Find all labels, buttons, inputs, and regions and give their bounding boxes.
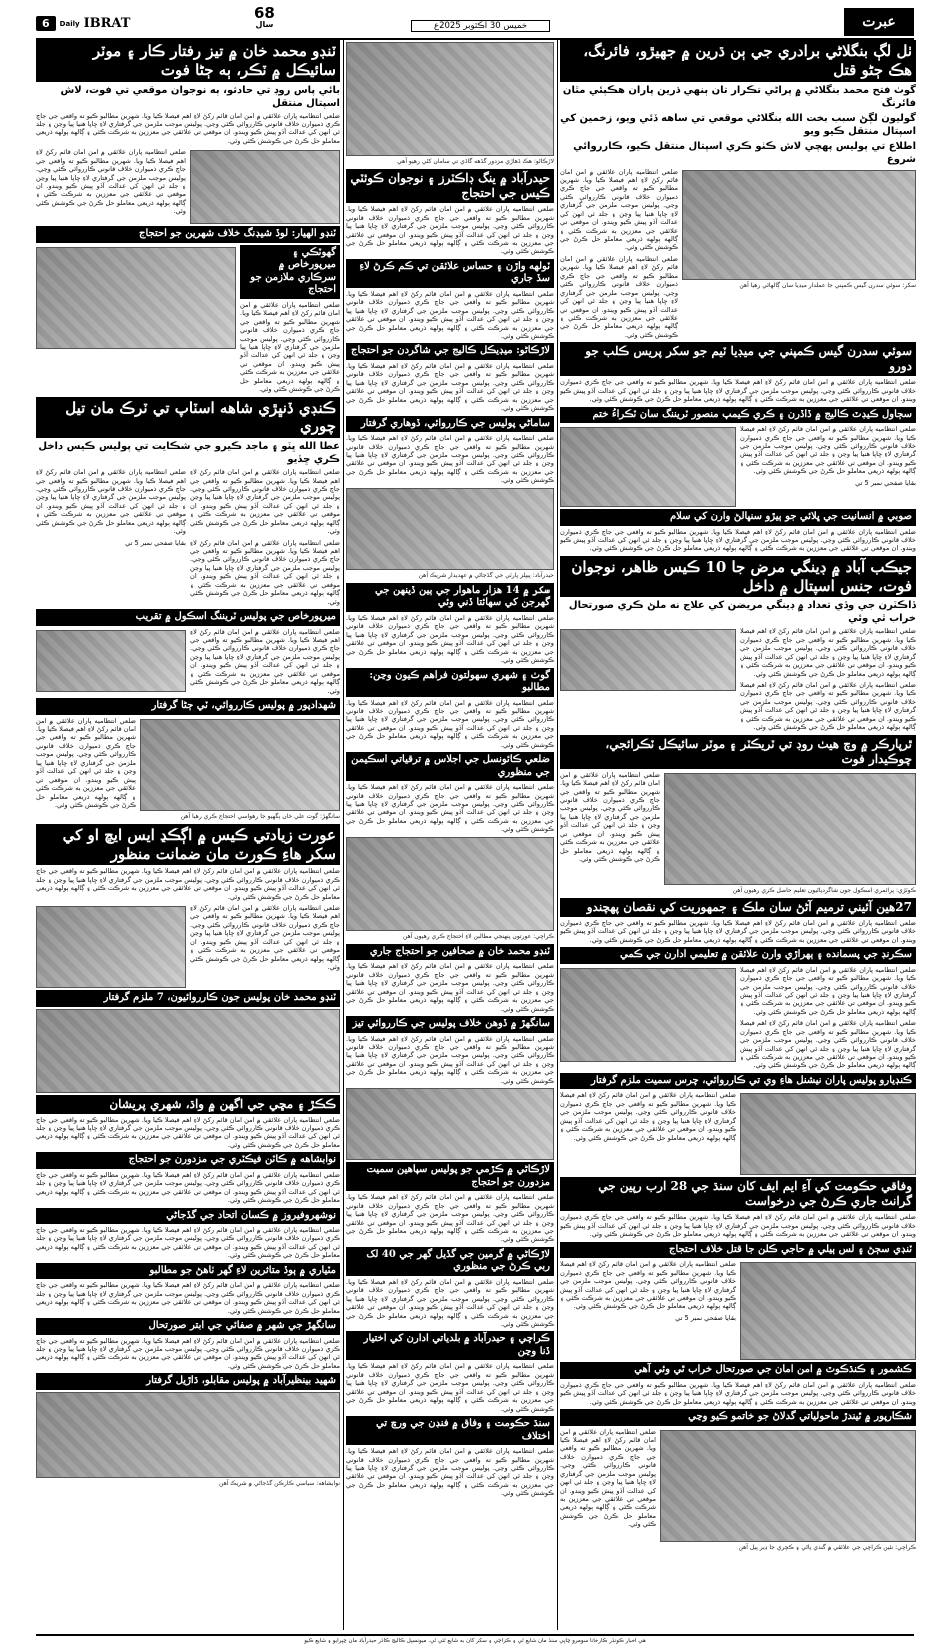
masthead-name: IBRAT: [83, 16, 131, 31]
headline: سڄاول ڪيڊٽ ڪاليج ۾ ڏاڏرن ۽ ڪري ڪيمپ منصور ٽريننگ سان ٽڪراءُ ختم: [560, 407, 916, 424]
article-text: ضلعي انتظاميه پاران علائقي ۾ امن امان قائم رکڻ لاءِ اهم فيصلا ڪيا ويا. شهرين مطالبو ڪيو ته واقعي جي جاچ ڪري ذميوارن خلاف قانوني ڪارروائي ڪئي وڃي. پوليس موجب ملزمن جي گرفتاري لاءِ ڇاپا هنيا پيا وڃن ۽ جلد ئي انهن کي عدالت آڏو پيش ڪيو ويندو. ان موقعي تي علائقي جي معززين به شرڪت ڪئي ۽ ڳالهه ٻولهه ذريعي معاملو حل ڪرڻ جي ڪوشش ڪئي وئي.: [560, 1380, 916, 1406]
article-text: ضلعي انتظاميه پاران علائقي ۾ امن امان قائم رکڻ لاءِ اهم فيصلا ڪيا ويا. شهرين مطالبو ڪيو ته واقعي جي جاچ ڪري ذميوارن خلاف قانوني ڪارروائي ڪئي وڃي. پوليس موجب ملزمن جي گرفتاري لاءِ ڇاپا هنيا پيا وڃن ۽ جلد ئي انهن کي عدالت آڏو پيش ڪيو ويندو. ان موقعي تي علائقي جي معززين به شرڪت ڪئي ۽ ڳالهه ٻولهه ذريعي معاملو حل ڪرڻ جي ڪوشش ڪئي وئي.: [560, 770, 660, 863]
photo-caption: لاڙڪاڻو: هڪ ڏهاڙي مزدور گڏهه گاڏي تي سامان کڻي رهيو آهي: [397, 158, 554, 165]
article-row: [36, 717, 340, 824]
article-row: [36, 245, 340, 397]
news-photo: [36, 247, 236, 349]
article-text: ضلعي انتظاميه پاران علائقي ۾ امن امان قائم رکڻ لاءِ اهم فيصلا ڪيا ويا. شهرين مطالبو ڪيو ته واقعي جي جاچ ڪري ذميوارن خلاف قانوني ڪارروائي ڪئي وڃي. پوليس موجب ملزمن جي گرفتاري لاءِ ڇاپا هنيا پيا وڃن ۽ جلد ئي انهن کي عدالت آڏو پيش ڪيو ويندو. ان موقعي تي علائقي جي معززين به شرڪت ڪئي ۽ ڳالهه ٻولهه ذريعي معاملو حل ڪرڻ جي ڪوشش ڪئي وئي.: [36, 867, 340, 901]
article-text: ضلعي انتظاميه پاران علائقي ۾ امن امان قائم رکڻ لاءِ اهم فيصلا ڪيا ويا. شهرين مطالبو ڪيو ته واقعي جي جاچ ڪري ذميوارن خلاف قانوني ڪارروائي ڪئي وڃي. پوليس موجب ملزمن جي گرفتاري لاءِ ڇاپا هنيا پيا وڃن ۽ جلد ئي انهن کي عدالت آڏو پيش ڪيو ويندو. ان موقعي تي علائقي جي معززين به شرڪت ڪئي ۽ ڳالهه ٻولهه ذريعي معاملو حل ڪرڻ جي ڪوشش ڪئي وئي.: [346, 1034, 554, 1085]
headline: لاڙڪاڻي ۾ ڪڙمي جو پوليس سپاهين سميت مزدورن جو احتجاج: [346, 1162, 554, 1191]
article-text: ضلعي انتظاميه پاران علائقي ۾ امن امان قائم رکڻ لاءِ اهم فيصلا ڪيا ويا. شهرين مطالبو ڪيو ته واقعي جي جاچ ڪري ذميوارن خلاف قانوني ڪارروائي ڪئي وڃي. پوليس موجب ملزمن جي گرفتاري لاءِ ڇاپا هنيا پيا وڃن ۽ جلد ئي انهن کي عدالت آڏو پيش ڪيو ويندو. ان موقعي تي علائقي جي معززين به شرڪت ڪئي ۽ ڳالهه ٻولهه ذريعي معاملو حل ڪرڻ جي ڪوشش ڪئي وئي.: [346, 1193, 554, 1244]
article-row: [560, 771, 916, 898]
article-row: [560, 627, 916, 734]
article-text: ضلعي انتظاميه پاران علائقي ۾ امن امان قائم رکڻ لاءِ اهم فيصلا ڪيا ويا. شهرين مطالبو ڪيو ته واقعي جي جاچ ڪري ذميوارن خلاف قانوني ڪارروائي ڪئي وڃي. پوليس موجب ملزمن جي گرفتاري لاءِ ڇاپا هنيا پيا وڃن ۽ جلد ئي انهن کي عدالت آڏو پيش ڪيو ويندو. ان موقعي تي علائقي جي معززين به شرڪت ڪئي ۽ ڳالهه ٻولهه ذريعي معاملو حل ڪرڻ جي ڪوشش ڪئي وئي.: [36, 1115, 340, 1149]
headline: شڪارپور ۾ ٿيندڙ ماحولياتي گدلاڻ جو خاتمو ڪيو وڃي: [560, 1409, 916, 1426]
article-text: ضلعي انتظاميه پاران علائقي ۾ امن امان قائم رکڻ لاءِ اهم فيصلا ڪيا ويا. شهرين مطالبو ڪيو ته واقعي جي جاچ ڪري ذميوارن خلاف قانوني ڪارروائي ڪئي وڃي. پوليس موجب ملزمن جي گرفتاري لاءِ ڇاپا هنيا پيا وڃن ۽ جلد ئي انهن کي عدالت آڏو پيش ڪيو ويندو. ان موقعي تي علائقي جي معززين به شرڪت ڪئي ۽ ڳالهه ٻولهه ذريعي معاملو حل ڪرڻ جي ڪوشش ڪئي وئي.: [560, 527, 916, 553]
article-text: ضلعي انتظاميه پاران علائقي ۾ امن امان قائم رکڻ لاءِ اهم فيصلا ڪيا ويا. شهرين مطالبو ڪيو ته واقعي جي جاچ ڪري ذميوارن خلاف قانوني ڪارروائي ڪئي وڃي. پوليس موجب ملزمن جي گرفتاري لاءِ ڇاپا هنيا پيا وڃن ۽ جلد ئي انهن کي عدالت آڏو پيش ڪيو ويندو. ان موقعي تي علائقي جي معززين به شرڪت ڪئي ۽ ڳالهه ٻولهه ذريعي معاملو حل ڪرڻ جي ڪوشش ڪئي وئي.: [240, 300, 340, 394]
article-text: ضلعي انتظاميه پاران علائقي ۾ امن امان قائم رکڻ لاءِ اهم فيصلا ڪيا ويا. شهرين مطالبو ڪيو ته واقعي جي جاچ ڪري ذميوارن خلاف قانوني ڪارروائي ڪئي وڃي. پوليس موجب ملزمن جي گرفتاري لاءِ ڇاپا هنيا پيا وڃن ۽ جلد ئي انهن کي عدالت آڏو پيش ڪيو ويندو. ان موقعي تي علائقي جي معززين به شرڪت ڪئي ۽ ڳالهه ٻولهه ذريعي معاملو حل ڪرڻ جي ڪوشش ڪئي وئي.: [346, 434, 554, 485]
article-text: ضلعي انتظاميه پاران علائقي ۾ امن امان قائم رکڻ لاءِ اهم فيصلا ڪيا ويا. شهرين مطالبو ڪيو ته واقعي جي جاچ ڪري ذميوارن خلاف قانوني ڪارروائي ڪئي وڃي. پوليس موجب ملزمن جي گرفتاري لاءِ ڇاپا هنيا پيا وڃن ۽ جلد ئي انهن کي عدالت آڏو پيش ڪيو ويندو. ان موقعي تي علائقي جي معززين به شرڪت ڪئي ۽ ڳالهه ٻولهه ذريعي معاملو حل ڪرڻ جي ڪوشش ڪئي وئي.: [560, 1260, 736, 1311]
headline: ڪراچي ۽ حيدرآباد ۾ بلدياتي ادارن کي اختيار ڏنا وڃن: [346, 1331, 554, 1360]
article-row: [560, 1260, 916, 1362]
subheadline: ڏاڪٽرن جي وڏي تعداد ۾ ڊينگي مريضن کي علاج نه ملڻ ڪري صورتحال خراب ٿي وئي: [568, 600, 916, 625]
news-photo: [664, 773, 916, 885]
subheadline: عطا الله ڀٽو ۽ ماجد ڪيرو جي شڪايت تي پوليس ڪيس داخل ڪري ڇڏيو: [38, 441, 340, 466]
article-text: ضلعي انتظاميه پاران علائقي ۾ امن امان قائم رکڻ لاءِ اهم فيصلا ڪيا ويا. شهرين مطالبو ڪيو ته واقعي جي جاچ ڪري ذميوارن خلاف قانوني ڪارروائي ڪئي وڃي. پوليس موجب ملزمن جي گرفتاري لاءِ ڇاپا هنيا پيا وڃن ۽ جلد ئي انهن کي عدالت آڏو پيش ڪيو ويندو. ان موقعي تي علائقي جي معززين به شرڪت ڪئي ۽ ڳالهه ٻولهه ذريعي معاملو حل ڪرڻ جي ڪوشش ڪئي وئي.: [346, 1447, 554, 1498]
article-text: ضلعي انتظاميه پاران علائقي ۾ امن امان قائم رکڻ لاءِ اهم فيصلا ڪيا ويا. شهرين مطالبو ڪيو ته واقعي جي جاچ ڪري ذميوارن خلاف قانوني ڪارروائي ڪئي وڃي. پوليس موجب ملزمن جي گرفتاري لاءِ ڇاپا هنيا پيا وڃن ۽ جلد ئي انهن کي عدالت آڏو پيش ڪيو ويندو. ان موقعي تي علائقي جي معززين به شرڪت ڪئي ۽ ڳالهه ٻولهه ذريعي معاملو حل ڪرڻ جي ڪوشش ڪئي وئي.: [740, 965, 916, 1016]
article-text: ضلعي انتظاميه پاران علائقي ۾ امن امان قائم رکڻ لاءِ اهم فيصلا ڪيا ويا. شهرين مطالبو ڪيو ته واقعي جي جاچ ڪري ذميوارن خلاف قانوني ڪارروائي ڪئي وڃي. پوليس موجب ملزمن جي گرفتاري لاءِ ڇاپا هنيا پيا وڃن ۽ جلد ئي انهن کي عدالت آڏو پيش ڪيو ويندو. ان موقعي تي علائقي جي معززين به شرڪت ڪئي ۽ ڳالهه ٻولهه ذريعي معاملو حل ڪرڻ جي ڪوشش ڪئي وئي.: [36, 1226, 340, 1260]
article-text: ضلعي انتظاميه پاران علائقي ۾ امن امان قائم رکڻ لاءِ اهم فيصلا ڪيا ويا. شهرين مطالبو ڪيو ته واقعي جي جاچ ڪري ذميوارن خلاف قانوني ڪارروائي ڪئي وڃي. پوليس موجب ملزمن جي گرفتاري لاءِ ڇاپا هنيا پيا وڃن ۽ جلد ئي انهن کي عدالت آڏو پيش ڪيو ويندو. ان موقعي تي علائقي جي معززين به شرڪت ڪئي ۽ ڳالهه ٻولهه ذريعي معاملو حل ڪرڻ جي ڪوشش ڪئي وئي.: [36, 716, 136, 809]
middle-column: [346, 40, 554, 1630]
article-text: ضلعي انتظاميه پاران علائقي ۾ امن امان قائم رکڻ لاءِ اهم فيصلا ڪيا ويا. شهرين مطالبو ڪيو ته واقعي جي جاچ ڪري ذميوارن خلاف قانوني ڪارروائي ڪئي وڃي. پوليس موجب ملزمن جي گرفتاري لاءِ ڇاپا هنيا پيا وڃن ۽ جلد ئي انهن کي عدالت آڏو پيش ڪيو ويندو. ان موقعي تي علائقي جي معززين به شرڪت ڪئي ۽ ڳالهه ٻولهه ذريعي معاملو حل ڪرڻ جي ڪوشش ڪئي وئي.: [346, 698, 554, 749]
article-text: ضلعي انتظاميه پاران علائقي ۾ امن امان قائم رکڻ لاءِ اهم فيصلا ڪيا ويا. شهرين مطالبو ڪيو ته واقعي جي جاچ ڪري ذميوارن خلاف قانوني ڪارروائي ڪئي وڃي. پوليس موجب ملزمن جي گرفتاري لاءِ ڇاپا هنيا پيا وڃن ۽ جلد ئي انهن کي عدالت آڏو پيش ڪيو ويندو. ان موقعي تي علائقي جي معززين به شرڪت ڪئي ۽ ڳالهه ٻولهه ذريعي معاملو حل ڪرڻ جي ڪوشش ڪئي وئي.: [560, 167, 678, 252]
portrait-photo: [560, 968, 736, 1062]
column-divider: [557, 40, 558, 1630]
headline: ميرپورخاص جي پوليس ٽريننگ اسڪول ۾ تقريب: [36, 609, 340, 626]
news-photo: [660, 1430, 916, 1542]
article-text: ضلعي انتظاميه پاران علائقي ۾ امن امان قائم رکڻ لاءِ اهم فيصلا ڪيا ويا. شهرين مطالبو ڪيو ته واقعي جي جاچ ڪري ذميوارن خلاف قانوني ڪارروائي ڪئي وڃي. پوليس موجب ملزمن جي گرفتاري لاءِ ڇاپا هنيا پيا وڃن ۽ جلد ئي انهن کي عدالت آڏو پيش ڪيو ويندو. ان موقعي تي علائقي جي معززين به شرڪت ڪئي ۽ ڳالهه ٻولهه ذريعي معاملو حل ڪرڻ جي ڪوشش ڪئي وئي.: [36, 1281, 340, 1315]
news-photo: [682, 170, 916, 280]
article-text: ضلعي انتظاميه پاران علائقي ۾ امن امان قائم رکڻ لاءِ اهم فيصلا ڪيا ويا. شهرين مطالبو ڪيو ته واقعي جي جاچ ڪري ذميوارن خلاف قانوني ڪارروائي ڪئي وڃي. پوليس موجب ملزمن جي گرفتاري لاءِ ڇاپا هنيا پيا وڃن ۽ جلد ئي انهن کي عدالت آڏو پيش ڪيو ويندو. ان موقعي تي علائقي جي معززين به شرڪت ڪئي ۽ ڳالهه ٻولهه ذريعي معاملو حل ڪرڻ جي ڪوشش ڪئي وئي.: [560, 1091, 736, 1142]
news-photo: [36, 1392, 340, 1478]
subheadline: بائي پاس روڊ تي حادثو، ٻه نوجوان موقعي تي فوت، لاش اسپتال منتقل: [60, 84, 340, 109]
continued-note: بقايا صفحي نمبر 5 تي: [125, 538, 186, 547]
right-column: [560, 40, 916, 1630]
article-text: ضلعي انتظاميه پاران علائقي ۾ امن امان قائم رکڻ لاءِ اهم فيصلا ڪيا ويا. شهرين مطالبو ڪيو ته واقعي جي جاچ ڪري ذميوارن خلاف قانوني ڪارروائي ڪئي وڃي. پوليس موجب ملزمن جي گرفتاري لاءِ ڇاپا هنيا پيا وڃن ۽ جلد ئي انهن کي عدالت آڏو پيش ڪيو ويندو. ان موقعي تي علائقي جي معززين به شرڪت ڪئي ۽ ڳالهه ٻولهه ذريعي معاملو حل ڪرڻ جي ڪوشش ڪئي وئي.: [560, 1213, 916, 1239]
news-photo: [140, 719, 340, 811]
photo-caption: سانگهڙ: گوٺ علي خان ٻگهيو جا رهواسي احتجاج ڪري رهيا آهن: [180, 812, 340, 820]
headline: ٽولهه واڙن ۽ حساس علائقن تي ڪم ڪرڻ لاءِ سڏ جاري: [346, 259, 554, 288]
headline: حيدرآباد ۾ ينگ ڊاڪٽرز ۽ نوجوان ڪوئٽي ڪيس جي احتجاج: [346, 169, 554, 203]
headline: ساماڻي پوليس جي ڪارروائي، ڏوهاري گرفتار: [346, 416, 554, 433]
article-text: ضلعي انتظاميه پاران علائقي ۾ امن امان قائم رکڻ لاءِ اهم فيصلا ڪيا ويا. شهرين مطالبو ڪيو ته واقعي جي جاچ ڪري ذميوارن خلاف قانوني ڪارروائي ڪئي وڃي. پوليس موجب ملزمن جي گرفتاري لاءِ ڇاپا هنيا پيا وڃن ۽ جلد ئي انهن کي عدالت آڏو پيش ڪيو ويندو. ان موقعي تي علائقي جي معززين به شرڪت ڪئي ۽ ڳالهه ٻولهه ذريعي معاملو حل ڪرڻ جي ڪوشش ڪئي وئي.: [560, 378, 916, 404]
headline: شهدادپور ۾ پوليس ڪارروائي، ٽي ڄڻا گرفتار: [36, 698, 340, 715]
headline: ٽنڊو محمد خان ۾ صحافين جو احتجاج جاري: [346, 944, 554, 961]
masthead-left: [36, 16, 130, 31]
article-text: ضلعي انتظاميه پاران علائقي ۾ امن امان قائم رکڻ لاءِ اهم فيصلا ڪيا ويا. شهرين مطالبو ڪيو ته واقعي جي جاچ ڪري ذميوارن خلاف قانوني ڪارروائي ڪئي وڃي. پوليس موجب ملزمن جي گرفتاري لاءِ ڇاپا هنيا پيا وڃن ۽ جلد ئي انهن کي عدالت آڏو پيش ڪيو ويندو. ان موقعي تي علائقي جي معززين به شرڪت ڪئي ۽ ڳالهه ٻولهه ذريعي معاملو حل ڪرڻ جي ڪوشش ڪئي وئي.: [346, 1277, 554, 1328]
headline: سوئي سدرن گيس ڪمپني جي ميڊيا ٽيم جو سکر پريس ڪلب جو دورو: [560, 342, 916, 376]
portrait-photo: [36, 906, 186, 988]
headline: سکر ۾ 14 هزار ماهوار جي ٻين ڏينهن جي گهرجن کي سهائتا ڏني وئي: [346, 583, 554, 612]
photo-caption: سکر: سوئي سدرن گيس ڪمپني جا عملدار ميڊيا سان ڳالهائي رهيا آهن: [739, 281, 916, 289]
article-text: ضلعي انتظاميه پاران علائقي ۾ امن امان قائم رکڻ لاءِ اهم فيصلا ڪيا ويا. شهرين مطالبو ڪيو ته واقعي جي جاچ ڪري ذميوارن خلاف قانوني ڪارروائي ڪئي وڃي. پوليس موجب ملزمن جي گرفتاري لاءِ ڇاپا هنيا پيا وڃن ۽ جلد ئي انهن کي عدالت آڏو پيش ڪيو ويندو. ان موقعي تي علائقي جي معززين به شرڪت ڪئي ۽ ڳالهه ٻولهه ذريعي معاملو حل ڪرڻ جي ڪوشش ڪئي وئي.: [36, 468, 186, 536]
article-text: ضلعي انتظاميه پاران علائقي ۾ امن امان قائم رکڻ لاءِ اهم فيصلا ڪيا ويا. شهرين مطالبو ڪيو ته واقعي جي جاچ ڪري ذميوارن خلاف قانوني ڪارروائي ڪئي وڃي. پوليس موجب ملزمن جي گرفتاري لاءِ ڇاپا هنيا پيا وڃن ۽ جلد ئي انهن کي عدالت آڏو پيش ڪيو ويندو. ان موقعي تي علائقي جي معززين به شرڪت ڪئي ۽ ڳالهه ٻولهه ذريعي معاملو حل ڪرڻ جي ڪوشش ڪئي وئي.: [346, 783, 554, 834]
continued-note: بقايا صفحي نمبر 5 تي: [675, 1313, 736, 1322]
article-text: ضلعي انتظاميه پاران علائقي ۾ امن امان قائم رکڻ لاءِ اهم فيصلا ڪيا ويا. شهرين مطالبو ڪيو ته واقعي جي جاچ ڪري ذميوارن خلاف قانوني ڪارروائي ڪئي وڃي. پوليس موجب ملزمن جي گرفتاري لاءِ ڇاپا هنيا پيا وڃن ۽ جلد ئي انهن کي عدالت آڏو پيش ڪيو ويندو. ان موقعي تي علائقي جي معززين به شرڪت ڪئي ۽ ڳالهه ٻولهه ذريعي معاملو حل ڪرڻ جي ڪوشش ڪئي وئي.: [346, 613, 554, 665]
photo-caption: حيدرآباد: پيپلز پارٽي جي گڏجاڻي ۾ عهديدار شريڪ آهن: [418, 571, 554, 579]
headline: سڪرنڊ جي پسمانده ۽ ٻهراڙي وارن علائقن ۾ تعليمي ادارن جي ڪمي: [560, 947, 916, 964]
headline: ٽنڊي سڄڻ ۽ لس ٻيلي ۾ حاجي ڪلن جا قتل خلاف احتجاج: [560, 1242, 916, 1259]
photo-caption: ڪوٽڙي: پرائمري اسڪول جون شاگردياڻيون تعليم حاصل ڪري رهيون آهن: [732, 886, 916, 894]
article-text: ضلعي انتظاميه پاران علائقي ۾ امن امان قائم رکڻ لاءِ اهم فيصلا ڪيا ويا. شهرين مطالبو ڪيو ته واقعي جي جاچ ڪري ذميوارن خلاف قانوني ڪارروائي ڪئي وڃي. پوليس موجب ملزمن جي گرفتاري لاءِ ڇاپا هنيا پيا وڃن ۽ جلد ئي انهن کي عدالت آڏو پيش ڪيو ويندو. ان موقعي تي علائقي جي معززين به شرڪت ڪئي ۽ ڳالهه ٻولهه ذريعي معاملو حل ڪرڻ جي ڪوشش ڪئي وئي.: [346, 361, 554, 413]
headline: ڪنڊيارو پوليس پاران نيشنل هاءِ وي تي ڪارروائي، چرس سميت ملزم گرفتار: [560, 1073, 916, 1090]
article-row: [560, 425, 916, 509]
headline: مٽياري ۾ ٻوڏ متاثرين لاءِ گهر ٺاهڻ جو مطالبو: [36, 1263, 340, 1280]
headline: ٽنڊو محمد خان ۾ تيز رفتار ڪار ۽ موٽر سائيڪل ۾ ٽڪر، ٻه ڄڻا فوت: [36, 40, 340, 82]
headline: ٽنڊو محمد خان پوليس جون ڪارروائيون، 7 ملزم گرفتار: [36, 990, 340, 1007]
article-row: [36, 904, 340, 990]
article-text: ضلعي انتظاميه پاران علائقي ۾ امن امان قائم رکڻ لاءِ اهم فيصلا ڪيا ويا. شهرين مطالبو ڪيو ته واقعي جي جاچ ڪري ذميوارن خلاف قانوني ڪارروائي ڪئي وڃي. پوليس موجب ملزمن جي گرفتاري لاءِ ڇاپا هنيا پيا وڃن ۽ جلد ئي انهن کي عدالت آڏو پيش ڪيو ويندو. ان موقعي تي علائقي جي معززين به شرڪت ڪئي ۽ ڳالهه ٻولهه ذريعي معاملو حل ڪرڻ جي ڪوشش ڪئي وئي.: [190, 627, 340, 695]
article-row: [560, 966, 916, 1073]
article-text: ضلعي انتظاميه پاران علائقي ۾ امن امان قائم رکڻ لاءِ اهم فيصلا ڪيا ويا. شهرين مطالبو ڪيو ته واقعي جي جاچ ڪري ذميوارن خلاف قانوني ڪارروائي ڪئي وڃي. پوليس موجب ملزمن جي گرفتاري لاءِ ڇاپا هنيا پيا وڃن ۽ جلد ئي انهن کي عدالت آڏو پيش ڪيو ويندو. ان موقعي تي علائقي جي معززين به شرڪت ڪئي ۽ ڳالهه ٻولهه ذريعي معاملو حل ڪرڻ جي ڪوشش ڪئي وئي.: [560, 918, 916, 944]
headline: وفاقي حڪومت کي آءِ ايم ايف کان سنڌ جي 28 ارب رپين جي گرانٽ جاري ڪرڻ جي درخواست: [560, 1177, 916, 1211]
article-text: ضلعي انتظاميه پاران علائقي ۾ امن امان قائم رکڻ لاءِ اهم فيصلا ڪيا ويا. شهرين مطالبو ڪيو ته واقعي جي جاچ ڪري ذميوارن خلاف قانوني ڪارروائي ڪئي وڃي. پوليس موجب ملزمن جي گرفتاري لاءِ ڇاپا هنيا پيا وڃن ۽ جلد ئي انهن کي عدالت آڏو پيش ڪيو ويندو. ان موقعي تي علائقي جي معززين به شرڪت ڪئي ۽ ڳالهه ٻولهه ذريعي معاملو حل ڪرڻ جي ڪوشش ڪئي وئي.: [740, 425, 916, 476]
subheadline: گوليون لڳڻ سبب بخت الله بنگلاڻي موقعي تي ساهه ڏئي ويو، زخمين کي اسپتال منتقل ڪيو ويو: [560, 112, 916, 137]
headline: سنڌ حڪومت ۽ وفاق ۾ فنڊن جي ورڇ تي اختلاف: [346, 1416, 554, 1445]
article-row: [36, 628, 340, 699]
news-photo: [740, 1093, 916, 1175]
news-photo: [560, 629, 736, 691]
news-photo: [740, 1262, 916, 1360]
headline: ڪنڊي ڏنڀڙي شاهه اسٽاپ تي ٽرڪ مان تيل چوري: [36, 397, 340, 439]
headline: لاڙڪاڻو: ميڊيڪل ڪاليج جي شاگردن جو احتجاج: [346, 343, 554, 360]
headline: نوشهروفيروز ۾ ڪسان اتحاد جي گڏجاڻي: [36, 1208, 340, 1225]
article-text: ضلعي انتظاميه پاران علائقي ۾ امن امان قائم رکڻ لاءِ اهم فيصلا ڪيا ويا. شهرين مطالبو ڪيو ته واقعي جي جاچ ڪري ذميوارن خلاف قانوني ڪارروائي ڪئي وڃي. پوليس موجب ملزمن جي گرفتاري لاءِ ڇاپا هنيا پيا وڃن ۽ جلد ئي انهن کي عدالت آڏو پيش ڪيو ويندو. ان موقعي تي علائقي جي معززين به شرڪت ڪئي ۽ ڳالهه ٻولهه ذريعي معاملو حل ڪرڻ جي ڪوشش ڪئي وئي.: [346, 205, 554, 256]
portrait-photo: [36, 630, 186, 692]
headline: نوابشاهه ۾ ڪاٽن فيڪٽري جي مزدورن جو احتجاج: [36, 1152, 340, 1169]
subheadline: اطلاع تي پوليس پهچي لاش ڪٺو ڪري اسپتال منتقل ڪيو، ڪارروائي شروع: [573, 140, 916, 165]
news-photo: [346, 837, 554, 931]
subheadline: گوٺ فتح محمد بنگلاڻي ۾ پراڻي تڪرار تان ٻنهي ڌرين پاران هڪٻئي مٿان فائرنگ: [562, 84, 916, 109]
article-row: [36, 148, 340, 226]
article-text: ضلعي انتظاميه پاران علائقي ۾ امن امان قائم رکڻ لاءِ اهم فيصلا ڪيا ويا. شهرين مطالبو ڪيو ته واقعي جي جاچ ڪري ذميوارن خلاف قانوني ڪارروائي ڪئي وڃي. پوليس موجب ملزمن جي گرفتاري لاءِ ڇاپا هنيا پيا وڃن ۽ جلد ئي انهن کي عدالت آڏو پيش ڪيو ويندو. ان موقعي تي علائقي جي معززين به شرڪت ڪئي ۽ ڳالهه ٻولهه ذريعي معاملو حل ڪرڻ جي ڪوشش ڪئي وئي.: [560, 1427, 656, 1529]
masthead-logo: عبرت: [844, 8, 914, 36]
article-text: ضلعي انتظاميه پاران علائقي ۾ امن امان قائم رکڻ لاءِ اهم فيصلا ڪيا ويا. شهرين مطالبو ڪيو ته واقعي جي جاچ ڪري ذميوارن خلاف قانوني ڪارروائي ڪئي وڃي. پوليس موجب ملزمن جي گرفتاري لاءِ ڇاپا هنيا پيا وڃن ۽ جلد ئي انهن کي عدالت آڏو پيش ڪيو ويندو. ان موقعي تي علائقي جي معززين به شرڪت ڪئي ۽ ڳالهه ٻولهه ذريعي معاملو حل ڪرڻ جي ڪوشش ڪئي وئي.: [346, 289, 554, 340]
left-column: [36, 40, 340, 1630]
article-text: ضلعي انتظاميه پاران علائقي ۾ امن امان قائم رکڻ لاءِ اهم فيصلا ڪيا ويا. شهرين مطالبو ڪيو ته واقعي جي جاچ ڪري ذميوارن خلاف قانوني ڪارروائي ڪئي وڃي. پوليس موجب ملزمن جي گرفتاري لاءِ ڇاپا هنيا پيا وڃن ۽ جلد ئي انهن کي عدالت آڏو پيش ڪيو ويندو. ان موقعي تي علائقي جي معززين به شرڪت ڪئي ۽ ڳالهه ٻولهه ذريعي معاملو حل ڪرڻ جي ڪوشش ڪئي وئي.: [190, 904, 340, 972]
article-text: ضلعي انتظاميه پاران علائقي ۾ امن امان قائم رکڻ لاءِ اهم فيصلا ڪيا ويا. شهرين مطالبو ڪيو ته واقعي جي جاچ ڪري ذميوارن خلاف قانوني ڪارروائي ڪئي وڃي. پوليس موجب ملزمن جي گرفتاري لاءِ ڇاپا هنيا پيا وڃن ۽ جلد ئي انهن کي عدالت آڏو پيش ڪيو ويندو. ان موقعي تي علائقي جي معززين به شرڪت ڪئي ۽ ڳالهه ٻولهه ذريعي معاملو حل ڪرڻ جي ڪوشش ڪئي وئي.: [36, 1336, 340, 1370]
article-text: ضلعي انتظاميه پاران علائقي ۾ امن امان قائم رکڻ لاءِ اهم فيصلا ڪيا ويا. شهرين مطالبو ڪيو ته واقعي جي جاچ ڪري ذميوارن خلاف قانوني ڪارروائي ڪئي وڃي. پوليس موجب ملزمن جي گرفتاري لاءِ ڇاپا هنيا پيا وڃن ۽ جلد ئي انهن کي عدالت آڏو پيش ڪيو ويندو. ان موقعي تي علائقي جي معززين به شرڪت ڪئي ۽ ڳالهه ٻولهه ذريعي معاملو حل ڪرڻ جي ڪوشش ڪئي وئي.: [36, 148, 186, 216]
headline: ڪڪڙ ۽ مڇي جي اگهن ۾ واڌ، شهري پريشان: [36, 1095, 340, 1114]
news-photo: [346, 488, 554, 570]
headline: سانگهڙ ۾ ڏوهن خلاف پوليس جي ڪارروائي تيز: [346, 1016, 554, 1033]
news-photo: [346, 42, 554, 156]
headline: ڪشمور ۽ ڪنڌڪوٽ ۾ امن امان جي صورتحال خراب ٿي وئي آهي: [560, 1362, 916, 1379]
headline: 27هين آئيني ترميم آڻڻ سان ملڪ ۽ جمهوريت کي نقصان پهچندو: [560, 898, 916, 917]
article-text: ضلعي انتظاميه پاران علائقي ۾ امن امان قائم رکڻ لاءِ اهم فيصلا ڪيا ويا. شهرين مطالبو ڪيو ته واقعي جي جاچ ڪري ذميوارن خلاف قانوني ڪارروائي ڪئي وڃي. پوليس موجب ملزمن جي گرفتاري لاءِ ڇاپا هنيا پيا وڃن ۽ جلد ئي انهن کي عدالت آڏو پيش ڪيو ويندو. ان موقعي تي علائقي جي معززين به شرڪت ڪئي ۽ ڳالهه ٻولهه ذريعي معاملو حل ڪرڻ جي ڪوشش ڪئي وئي.: [560, 254, 678, 339]
article-text: ضلعي انتظاميه پاران علائقي ۾ امن امان قائم رکڻ لاءِ اهم فيصلا ڪيا ويا. شهرين مطالبو ڪيو ته واقعي جي جاچ ڪري ذميوارن خلاف قانوني ڪارروائي ڪئي وڃي. پوليس موجب ملزمن جي گرفتاري لاءِ ڇاپا هنيا پيا وڃن ۽ جلد ئي انهن کي عدالت آڏو پيش ڪيو ويندو. ان موقعي تي علائقي جي معززين به شرڪت ڪئي ۽ ڳالهه ٻولهه ذريعي معاملو حل ڪرڻ جي ڪوشش ڪئي وئي.: [346, 1362, 554, 1413]
headline: گهوٽڪي ۽ ميرپورخاص ۾ سرڪاري ملازمن جو احتجاج: [240, 245, 340, 299]
headline: ٺل لڳ بنگلاڻي برادري جي ٻن ڌرين ۾ جهيڙو، فائرنگ، هڪ ڄڻو قتل: [560, 40, 916, 82]
article-text: ضلعي انتظاميه پاران علائقي ۾ امن امان قائم رکڻ لاءِ اهم فيصلا ڪيا ويا. شهرين مطالبو ڪيو ته واقعي جي جاچ ڪري ذميوارن خلاف قانوني ڪارروائي ڪئي وڃي. پوليس موجب ملزمن جي گرفتاري لاءِ ڇاپا هنيا پيا وڃن ۽ جلد ئي انهن کي عدالت آڏو پيش ڪيو ويندو. ان موقعي تي علائقي جي معززين به شرڪت ڪئي ۽ ڳالهه ٻولهه ذريعي معاملو حل ڪرڻ جي ڪوشش ڪئي وئي.: [36, 111, 340, 145]
headline: لاڙڪاڻي ۾ گرمين جي گڏيل گهر جي 40 لک ربي ڪرڻ جي منظوري: [346, 1247, 554, 1276]
headline: سانگهڙ جي شهر ۾ صفائي جي ابتر صورتحال: [36, 1318, 340, 1335]
article-text: ضلعي انتظاميه پاران علائقي ۾ امن امان قائم رکڻ لاءِ اهم فيصلا ڪيا ويا. شهرين مطالبو ڪيو ته واقعي جي جاچ ڪري ذميوارن خلاف قانوني ڪارروائي ڪئي وڃي. پوليس موجب ملزمن جي گرفتاري لاءِ ڇاپا هنيا پيا وڃن ۽ جلد ئي انهن کي عدالت آڏو پيش ڪيو ويندو. ان موقعي تي علائقي جي معززين به شرڪت ڪئي ۽ ڳالهه ٻولهه ذريعي معاملو حل ڪرڻ جي ڪوشش ڪئي وئي.: [190, 538, 340, 606]
article-text: ضلعي انتظاميه پاران علائقي ۾ امن امان قائم رکڻ لاءِ اهم فيصلا ڪيا ويا. شهرين مطالبو ڪيو ته واقعي جي جاچ ڪري ذميوارن خلاف قانوني ڪارروائي ڪئي وڃي. پوليس موجب ملزمن جي گرفتاري لاءِ ڇاپا هنيا پيا وڃن ۽ جلد ئي انهن کي عدالت آڏو پيش ڪيو ويندو. ان موقعي تي علائقي جي معززين به شرڪت ڪئي ۽ ڳالهه ٻولهه ذريعي معاملو حل ڪرڻ جي ڪوشش ڪئي وئي.: [346, 962, 554, 1013]
masthead-date: خميس 30 آڪٽوبر 2025ع: [411, 20, 550, 32]
article-text: ضلعي انتظاميه پاران علائقي ۾ امن امان قائم رکڻ لاءِ اهم فيصلا ڪيا ويا. شهرين مطالبو ڪيو ته واقعي جي جاچ ڪري ذميوارن خلاف قانوني ڪارروائي ڪئي وڃي. پوليس موجب ملزمن جي گرفتاري لاءِ ڇاپا هنيا پيا وڃن ۽ جلد ئي انهن کي عدالت آڏو پيش ڪيو ويندو. ان موقعي تي علائقي جي معززين به شرڪت ڪئي ۽ ڳالهه ٻولهه ذريعي معاملو حل ڪرڻ جي ڪوشش ڪئي وئي.: [740, 1019, 916, 1070]
page-number: 6: [36, 16, 56, 31]
article-row: [36, 468, 340, 609]
headline: ضلعي ڪائونسل جي اجلاس ۾ ترقياتي اسڪيمن جي منظوري: [346, 752, 554, 781]
headline: جيڪب آباد ۾ ڊينگي مرض جا 10 ڪيس ظاهر، نوجوان فوت، جنس اسپتال ۾ داخل: [560, 556, 916, 598]
article-row: [560, 1091, 916, 1177]
article-text: ضلعي انتظاميه پاران علائقي ۾ امن امان قائم رکڻ لاءِ اهم فيصلا ڪيا ويا. شهرين مطالبو ڪيو ته واقعي جي جاچ ڪري ذميوارن خلاف قانوني ڪارروائي ڪئي وڃي. پوليس موجب ملزمن جي گرفتاري لاءِ ڇاپا هنيا پيا وڃن ۽ جلد ئي انهن کي عدالت آڏو پيش ڪيو ويندو. ان موقعي تي علائقي جي معززين به شرڪت ڪئي ۽ ڳالهه ٻولهه ذريعي معاملو حل ڪرڻ جي ڪوشش ڪئي وئي.: [36, 1170, 340, 1205]
portrait-photo: [560, 427, 736, 507]
headline: صوبي ۾ انسانيت جي ڀلائي جو ٻيڙو سنڀالڻ وارن کي سلام: [560, 509, 916, 526]
article-text: ضلعي انتظاميه پاران علائقي ۾ امن امان قائم رکڻ لاءِ اهم فيصلا ڪيا ويا. شهرين مطالبو ڪيو ته واقعي جي جاچ ڪري ذميوارن خلاف قانوني ڪارروائي ڪئي وڃي. پوليس موجب ملزمن جي گرفتاري لاءِ ڇاپا هنيا پيا وڃن ۽ جلد ئي انهن کي عدالت آڏو پيش ڪيو ويندو. ان موقعي تي علائقي جي معززين به شرڪت ڪئي ۽ ڳالهه ٻولهه ذريعي معاملو حل ڪرڻ جي ڪوشش ڪئي وئي.: [190, 468, 340, 536]
news-photo: [36, 1009, 340, 1093]
photo-caption: ڪراچي: عورتون پنهنجي مطالبن لاءِ احتجاج ڪري رهيون آهن: [402, 932, 554, 940]
article-row: [560, 1428, 916, 1555]
headline: عورت زيادتي ڪيس ۾ اڳڪڍ ايس ايڇ او کي سکر هاءِ ڪورٽ مان ضمانت منظور: [36, 824, 340, 866]
headline: ٽنڊو الهيار: لوڏ شيڊنگ خلاف شهرين جو احتجاج: [36, 226, 340, 243]
headline: گوٺ ۽ شهري سهولتون فراهم ڪيون وڃن: مطالبو: [346, 668, 554, 697]
masthead: [36, 4, 914, 40]
masthead-daily: Daily: [59, 19, 80, 28]
article-row: [560, 168, 916, 343]
article-text: ضلعي انتظاميه پاران علائقي ۾ امن امان قائم رکڻ لاءِ اهم فيصلا ڪيا ويا. شهرين مطالبو ڪيو ته واقعي جي جاچ ڪري ذميوارن خلاف قانوني ڪارروائي ڪئي وڃي. پوليس موجب ملزمن جي گرفتاري لاءِ ڇاپا هنيا پيا وڃن ۽ جلد ئي انهن کي عدالت آڏو پيش ڪيو ويندو. ان موقعي تي علائقي جي معززين به شرڪت ڪئي ۽ ڳالهه ٻولهه ذريعي معاملو حل ڪرڻ جي ڪوشش ڪئي وئي.: [740, 681, 916, 732]
column-divider: [343, 40, 344, 1630]
headline: شهيد بينظيرآباد ۾ پوليس مقابلو، ڌاڙيل گرفتار: [36, 1373, 340, 1390]
news-photo: [346, 1088, 554, 1160]
year-number: 68: [254, 4, 275, 22]
continued-note: بقايا صفحي نمبر 5 تي: [855, 478, 916, 487]
photo-caption: نوابشاهه: سياسي ڪارڪن گڏجاڻي ۾ شريڪ آهن: [219, 1479, 340, 1487]
headline: ٿرپارڪر ۾ وچ هيٺ روڊ تي ٽريڪٽر ۽ موٽر سائيڪل ٽڪرائجي، چوڪيدار فوت: [560, 735, 916, 769]
masthead-year: [254, 6, 275, 29]
year-label: سال: [255, 20, 274, 29]
photo-caption: ڪراچي: نئين ڪراچي جي علائقي ۾ گندي پاڻي ۽ ڪچري جا ڍير پيل آهن: [738, 1543, 916, 1551]
article-text: ضلعي انتظاميه پاران علائقي ۾ امن امان قائم رکڻ لاءِ اهم فيصلا ڪيا ويا. شهرين مطالبو ڪيو ته واقعي جي جاچ ڪري ذميوارن خلاف قانوني ڪارروائي ڪئي وڃي. پوليس موجب ملزمن جي گرفتاري لاءِ ڇاپا هنيا پيا وڃن ۽ جلد ئي انهن کي عدالت آڏو پيش ڪيو ويندو. ان موقعي تي علائقي جي معززين به شرڪت ڪئي ۽ ڳالهه ٻولهه ذريعي معاملو حل ڪرڻ جي ڪوشش ڪئي وئي.: [740, 627, 916, 678]
news-photo: [190, 150, 340, 224]
page-footer: هي اخبار ڪونڌر ڪارخانا سومرو ڇاپي سنڌ مان شايع ٿي ۽ ڪراچي ۽ سکر کان به شايع ٿئي ٿي. ميونسپل ڪاليج ڪاڌر حيدرآباد مان ڇپرايو ۽ شايع ڪيو: [36, 1634, 914, 1644]
